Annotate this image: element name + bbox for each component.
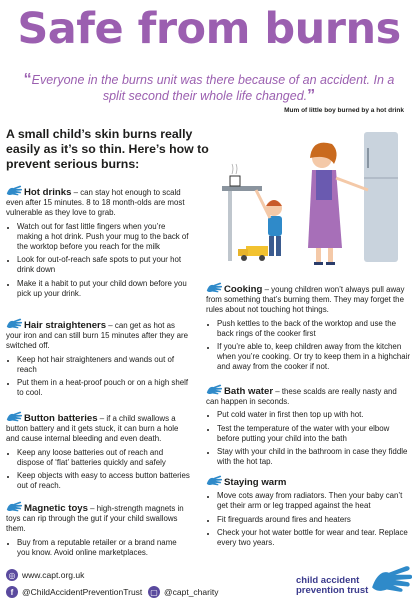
logo-hand-icon [370,562,412,596]
mug-shape [230,176,240,186]
hand-icon [6,410,22,423]
facebook-icon: f [6,586,18,598]
section-title: Magnetic toys [24,503,88,514]
bullet-list [6,222,191,299]
list-item: • Stay with your child in the bathroom in case they fiddle with the hot tap. [217,447,410,467]
bullet-list [206,491,410,548]
section-bath-water [206,383,410,470]
section-lead: – can stay hot enough to scald even after 15 minutes. 8 to 18 month-olds are most vulnerable as they love to grab. [6,188,185,218]
section-lead: – these scalds are really nasty and can happen in seconds. [206,387,397,407]
list-item: • Keep any loose batteries out of reach and dispose of ‘flat’ batteries quickly and safely [17,448,191,468]
section-title: Hot drinks [24,187,72,198]
website-text: www.capt.org.uk [22,570,85,580]
hand-icon [6,500,22,513]
toy-truck-shape [246,246,268,256]
quote-open-mark: “ [23,71,32,88]
section-title: Staying warm [224,477,287,488]
list-item: • Fit fireguards around fires and heaters [217,515,410,525]
section-button-batteries [6,410,191,494]
facebook-text: @ChildAccidentPreventionTrust [22,587,143,597]
section-cooking [206,281,410,376]
section-title: Hair straighteners [24,320,107,331]
section-lead: – young children won’t always pull away from something that’s burning them. They may forget the rules about not touching hot things. [206,285,405,315]
page-title: Safe from burns [17,4,401,54]
hand-icon [6,184,22,197]
website-link[interactable] [6,569,84,581]
quote-close-mark: ” [307,87,316,104]
section-magnetic-toys [6,500,191,561]
quote-text: Everyone in the burns unit was there because of an accident. In a split second their whole life changed. [31,73,395,103]
list-item: • Look for out-of-reach safe spots to put your hot drink down [17,255,191,275]
section-title: Button batteries [24,413,98,424]
list-item: • Keep hot hair straighteners and wands out of reach [17,355,191,375]
section-staying-warm [206,474,410,551]
list-item: • Check your hot water bottle for wear and tear. Replace every two years. [217,528,410,548]
list-item: • Keep objects with easy to access button batteries out of reach. [17,471,191,491]
list-item: • Watch out for fast little fingers when you’re making a hot drink. Push your mug to the back of the worktop before you reach for the milk [17,222,191,253]
bullet-list [206,319,410,373]
kitchen-illustration [218,128,412,276]
bullet-list [206,410,410,467]
section-lead: – if a child swallows a button battery and it gets stuck, it can burn a hole and cause internal bleeding and even death. [6,414,179,444]
hand-icon [206,281,222,294]
list-item: • Make it a habit to put your child down before you pick up your drink. [17,279,191,299]
section-hot-drinks [6,184,191,302]
facebook-link[interactable] [6,586,142,598]
quote-attribution: Mum of little boy burned by a hot drink [284,107,404,114]
bullet-list [6,448,191,492]
section-title: Bath water [224,386,274,397]
list-item: • Push kettles to the back of the worktop and use the back rings of the cooker first [217,319,410,339]
bullet-list [6,538,191,558]
section-lead: – can get as hot as your iron and can still burn 15 minutes after they are switched off. [6,321,189,351]
instagram-icon: ▢ [148,586,160,598]
hand-icon [206,383,222,396]
list-item: • Move cots away from radiators. Then your baby can’t get their arm or leg trapped against the heat [217,491,410,511]
section-hair-straighteners [6,317,191,401]
section-lead: – high-strength magnets in toys can rip through the gut if your child swallows them. [6,504,184,534]
globe-icon: ◎ [6,569,18,581]
hand-icon [206,474,222,487]
instagram-link[interactable] [148,586,218,598]
section-title: Cooking [224,284,263,295]
list-item: • Buy from a reputable retailer or a brand name you know. Avoid online marketplaces. [17,538,191,558]
list-item: • Test the temperature of the water with your elbow before putting your child into the bath [217,424,410,444]
list-item: • Put them in a heat-proof pouch or on a high shelf to cool. [17,378,191,398]
logo-text: child accident prevention trust [296,575,369,596]
list-item: • Put cold water in first then top up with hot. [217,410,410,420]
list-item: • If you’re able to, keep children away from the kitchen when you’re cooking. Or try to keep them in a highchair and away from the cooker if not. [217,342,410,373]
quote [14,72,404,104]
instagram-text: @capt_charity [164,587,219,597]
fridge-shape [364,132,398,262]
intro-text: A small child’s skin burns really easily as it’s so thin. Here’s how to prevent serious burns: [6,127,209,171]
hand-icon [6,317,22,330]
bullet-list [6,355,191,399]
